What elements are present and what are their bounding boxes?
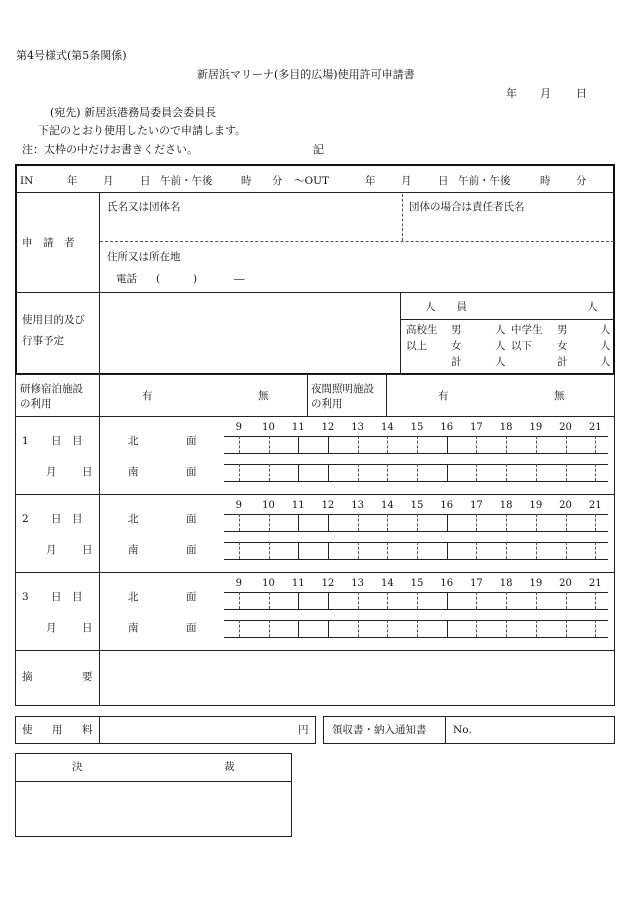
form-number: 第4号様式(第5条関係) bbox=[16, 49, 127, 62]
hour-label: 21 bbox=[588, 578, 602, 589]
hour-label: 21 bbox=[588, 422, 602, 433]
decision-field[interactable] bbox=[17, 783, 289, 835]
south-face-label: 面 bbox=[186, 544, 197, 556]
purpose-label-line2: 行事予定 bbox=[22, 335, 64, 347]
hour-label: 12 bbox=[321, 422, 335, 433]
hour-label: 10 bbox=[262, 578, 275, 589]
purpose-label-line1: 使用目的及び bbox=[22, 314, 85, 326]
people-label: 人 員 bbox=[425, 301, 467, 313]
hour-label: 17 bbox=[470, 500, 483, 511]
hour-label: 14 bbox=[380, 578, 394, 589]
north-time-lane[interactable] bbox=[224, 593, 608, 608]
fee-label-a: 使 bbox=[22, 724, 33, 736]
jh-total: 計 bbox=[557, 356, 568, 368]
phone-label: 電話 bbox=[116, 273, 137, 285]
name-field-label[interactable]: 氏名又は団体名 bbox=[107, 201, 181, 213]
lane-line bbox=[224, 531, 608, 532]
fee-field[interactable] bbox=[101, 718, 291, 742]
lodging-label-line1: 研修宿泊施設 bbox=[20, 383, 83, 395]
out-minute: 分 bbox=[576, 175, 587, 187]
hour-label: 19 bbox=[529, 422, 543, 433]
jh-total-unit: 人 bbox=[600, 356, 611, 368]
in-day: 日 bbox=[140, 175, 151, 187]
day-nichime: 日 目 bbox=[51, 435, 83, 447]
day-number: 3 bbox=[22, 591, 29, 603]
jh-male-unit: 人 bbox=[600, 324, 611, 336]
hour-label: 13 bbox=[351, 422, 364, 433]
out-label: ～OUT bbox=[294, 175, 329, 187]
hs-female: 女 bbox=[451, 340, 462, 352]
lane-line bbox=[224, 559, 608, 560]
hour-label: 13 bbox=[351, 578, 364, 589]
hour-label: 15 bbox=[410, 578, 424, 589]
hour-label: 19 bbox=[529, 578, 543, 589]
north-time-lane[interactable] bbox=[224, 515, 608, 530]
south-face-label: 面 bbox=[186, 622, 197, 634]
lighting-label-line1: 夜間照明施設 bbox=[311, 383, 374, 395]
lane-line bbox=[224, 481, 608, 482]
out-hour: 時 bbox=[540, 175, 551, 187]
representative-field-label[interactable]: 団体の場合は責任者氏名 bbox=[409, 201, 525, 213]
south-face-label: 面 bbox=[186, 466, 197, 478]
day-month: 月 bbox=[46, 622, 57, 634]
intro-text: 下記のとおり使用したいので申請します。 bbox=[38, 124, 247, 137]
fee-yen: 円 bbox=[298, 724, 309, 736]
hour-label: 9 bbox=[235, 422, 243, 433]
hs-female-unit: 人 bbox=[495, 340, 506, 352]
hour-label: 18 bbox=[499, 500, 513, 511]
fee-label-c: 料 bbox=[82, 724, 93, 736]
hour-label: 12 bbox=[321, 578, 335, 589]
day-day: 日 bbox=[82, 544, 93, 556]
hour-label: 11 bbox=[291, 578, 305, 589]
jh-female-unit: 人 bbox=[600, 340, 611, 352]
hour-label: 12 bbox=[321, 500, 335, 511]
hour-label: 16 bbox=[440, 422, 454, 433]
receipt-no[interactable]: No. bbox=[453, 724, 472, 736]
date-month-label: 月 bbox=[540, 87, 551, 100]
hour-label: 17 bbox=[470, 422, 483, 433]
hour-label: 20 bbox=[559, 578, 572, 589]
date-day-label: 日 bbox=[576, 87, 587, 100]
hour-label: 18 bbox=[499, 422, 513, 433]
jh-male: 男 bbox=[557, 324, 568, 336]
in-label: IN bbox=[20, 175, 34, 187]
day-number: 2 bbox=[22, 513, 29, 525]
hs-male: 男 bbox=[451, 324, 462, 336]
hour-label: 14 bbox=[380, 422, 394, 433]
addressee: (宛先) 新居浜港務局委員会委員長 bbox=[50, 106, 217, 119]
summary-field[interactable] bbox=[101, 652, 611, 704]
north-label: 北 bbox=[128, 591, 139, 603]
lane-line bbox=[224, 637, 608, 638]
lighting-yes[interactable]: 有 bbox=[438, 390, 449, 402]
hour-label: 21 bbox=[588, 500, 602, 511]
note-text: 注：太枠の中だけお書きください。 bbox=[22, 143, 198, 156]
hour-label: 13 bbox=[351, 500, 364, 511]
day-nichime: 日 目 bbox=[51, 513, 83, 525]
phone-dash: ― bbox=[234, 273, 245, 285]
address-field-label[interactable]: 住所又は所在地 bbox=[107, 251, 181, 263]
hour-label: 10 bbox=[262, 422, 275, 433]
lighting-no[interactable]: 無 bbox=[554, 390, 565, 402]
in-hour: 時 bbox=[241, 175, 252, 187]
lodging-label-line2: の利用 bbox=[20, 398, 52, 410]
fee-label-b: 用 bbox=[52, 724, 63, 736]
south-time-lane[interactable] bbox=[224, 543, 608, 558]
date-year-label: 年 bbox=[506, 87, 517, 100]
out-ampm: 午前・午後 bbox=[458, 175, 511, 187]
hour-label: 15 bbox=[410, 500, 424, 511]
south-time-lane[interactable] bbox=[224, 621, 608, 636]
summary-label-b: 要 bbox=[82, 671, 93, 683]
hs-male-unit: 人 bbox=[495, 324, 506, 336]
ki-label: 記 bbox=[313, 143, 324, 156]
applicant-label: 申 請 者 bbox=[22, 237, 75, 249]
south-label: 南 bbox=[128, 466, 139, 478]
in-ampm: 午前・午後 bbox=[160, 175, 213, 187]
lighting-label-line2: の利用 bbox=[311, 398, 343, 410]
receipt-label: 領収書・納入通知書 bbox=[332, 724, 427, 736]
hour-label: 18 bbox=[499, 578, 513, 589]
decision-label-a: 決 bbox=[72, 761, 83, 773]
people-unit: 人 bbox=[587, 301, 598, 313]
hour-label: 16 bbox=[440, 578, 454, 589]
lane-line bbox=[224, 453, 608, 454]
hour-label: 9 bbox=[235, 500, 243, 511]
day-day: 日 bbox=[82, 466, 93, 478]
hour-label: 11 bbox=[291, 422, 305, 433]
hour-label: 20 bbox=[559, 500, 572, 511]
decision-label-b: 裁 bbox=[224, 761, 235, 773]
hs-label-line2: 以上 bbox=[406, 340, 427, 352]
north-label: 北 bbox=[128, 435, 139, 447]
summary-label-a: 摘 bbox=[22, 671, 33, 683]
jh-label-line2: 以下 bbox=[511, 340, 532, 352]
jh-female: 女 bbox=[557, 340, 568, 352]
north-face-label: 面 bbox=[186, 435, 197, 447]
lane-line bbox=[224, 609, 608, 610]
south-time-lane[interactable] bbox=[224, 465, 608, 480]
north-face-label: 面 bbox=[186, 513, 197, 525]
hs-total-unit: 人 bbox=[495, 356, 506, 368]
hour-label: 16 bbox=[440, 500, 454, 511]
lodging-yes[interactable]: 有 bbox=[142, 390, 153, 402]
north-face-label: 面 bbox=[186, 591, 197, 603]
hour-label: 17 bbox=[470, 578, 483, 589]
day-nichime: 日 目 bbox=[51, 591, 83, 603]
out-day: 日 bbox=[438, 175, 449, 187]
phone-paren-open: ( bbox=[156, 273, 161, 285]
hour-label: 14 bbox=[380, 500, 394, 511]
hour-label: 10 bbox=[262, 500, 275, 511]
north-label: 北 bbox=[128, 513, 139, 525]
lodging-no[interactable]: 無 bbox=[258, 390, 269, 402]
hour-label: 19 bbox=[529, 500, 543, 511]
in-minute: 分 bbox=[272, 175, 283, 187]
form-title: 新居浜マリーナ(多目的広場)使用許可申請書 bbox=[197, 68, 415, 81]
jh-label-line1: 中学生 bbox=[511, 324, 543, 336]
south-label: 南 bbox=[128, 622, 139, 634]
hs-total: 計 bbox=[451, 356, 462, 368]
south-label: 南 bbox=[128, 544, 139, 556]
hour-label: 9 bbox=[235, 578, 243, 589]
day-number: 1 bbox=[22, 435, 29, 447]
in-month: 月 bbox=[103, 175, 114, 187]
in-year: 年 bbox=[67, 175, 78, 187]
day-month: 月 bbox=[46, 544, 57, 556]
phone-paren-close: ) bbox=[193, 273, 198, 285]
hour-label: 20 bbox=[559, 422, 572, 433]
out-month: 月 bbox=[401, 175, 412, 187]
day-month: 月 bbox=[46, 466, 57, 478]
north-time-lane[interactable] bbox=[224, 437, 608, 452]
hour-label: 11 bbox=[291, 500, 305, 511]
out-year: 年 bbox=[365, 175, 376, 187]
hs-label-line1: 高校生 bbox=[406, 324, 438, 336]
hour-label: 15 bbox=[410, 422, 424, 433]
day-day: 日 bbox=[82, 622, 93, 634]
